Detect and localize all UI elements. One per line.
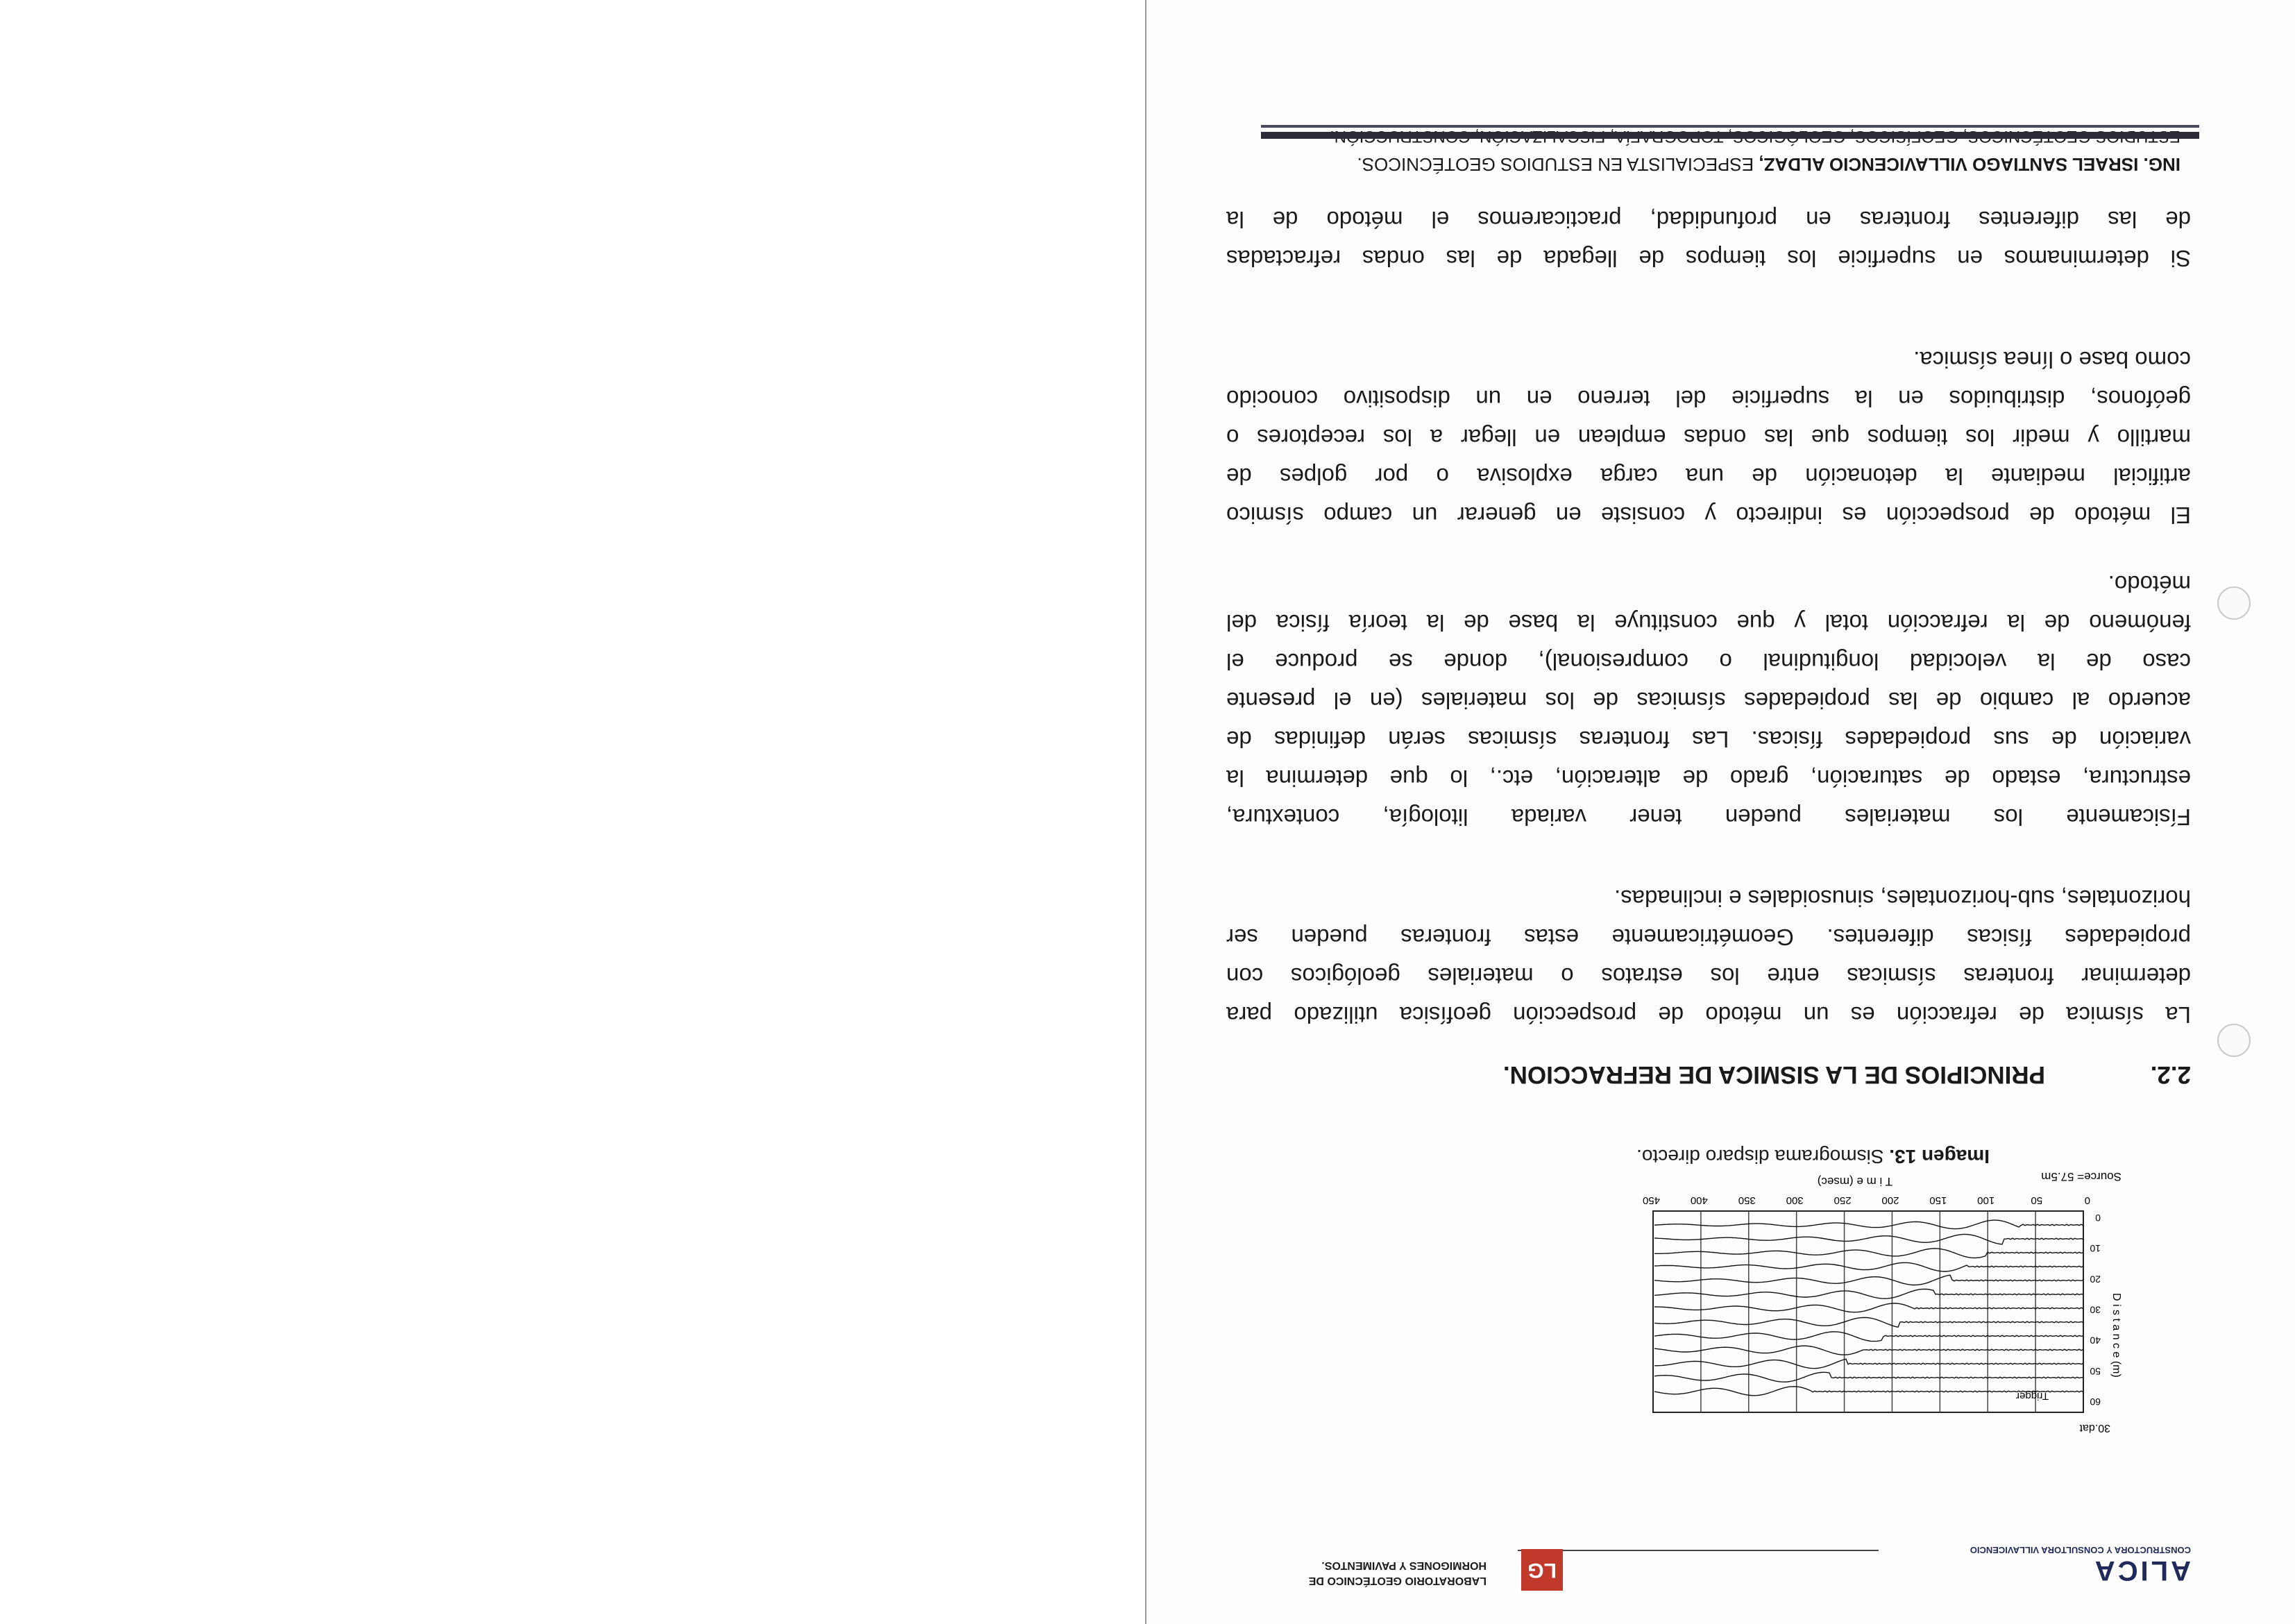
x-tick-label: 50 — [2031, 1194, 2043, 1206]
seismogram-trigger-label: Trigger — [2016, 1390, 2049, 1402]
text-line: artificial mediante la detonación de una carga explosiva o por golpes de — [1226, 464, 2191, 489]
lab-logo-line1: LABORATORIO GEOTÉCNICO DE — [1308, 1575, 1487, 1587]
text-line: geófonos, distribuidos en la superficie del terreno en un dispositivo conocido — [1226, 386, 2191, 412]
y-tick-label: 60 — [2090, 1396, 2101, 1407]
seismic-trace — [1654, 1289, 2083, 1299]
text-line: variación de sus propiedades físicas. Las fronteras sísmicas serán definidas de — [1226, 727, 2191, 752]
text-line: El método de prospección es indirecto y consiste en generar un campo sísmico — [1226, 502, 2191, 528]
text-line: método. — [2108, 571, 2191, 597]
paragraph-intro — [1226, 879, 2191, 1034]
seismogram-file-label: 30.dat — [2079, 1422, 2110, 1434]
binder-hole — [2217, 586, 2251, 620]
paragraph-refracted-arrivals — [1226, 200, 2191, 278]
section-title: PRINCIPIOS DE LA SISMICA DE REFRACCION. — [1502, 1061, 2045, 1088]
lab-logo-line2: HORMIGONES Y PAVIMENTOS. — [1321, 1559, 1487, 1571]
figure-caption — [1636, 1145, 1990, 1167]
seismic-trace — [1654, 1235, 2083, 1244]
seismogram-x-ticks — [1643, 1194, 2090, 1206]
seismogram-y-ticks — [2090, 1212, 2101, 1407]
seismogram-ylabel: D i s t a n c e (m) — [2110, 1293, 2122, 1378]
seismogram-svg — [1622, 1166, 2122, 1440]
company-logo-mark: ALICA — [2092, 1555, 2191, 1586]
company-logo-text: CONSTRUCTORA Y CONSULTORA VILLAVICENCIO — [1970, 1545, 2191, 1555]
seismic-trace — [1654, 1372, 2083, 1382]
header-author — [1223, 153, 2180, 175]
paragraph-physics — [1226, 564, 2191, 836]
seismogram-traces — [1654, 1220, 2083, 1396]
text-line: martillo y medir los tiempos que las ondas emplean en llegar a los receptores o — [1226, 425, 2191, 450]
seismic-trace — [1654, 1332, 2083, 1342]
seismogram-figure — [1622, 1166, 2122, 1440]
text-line: La sísmica de refracción es un método de prospección geofísica utilizado para — [1226, 1002, 2191, 1028]
seismogram-source-label: Source= 57.5m — [2041, 1170, 2122, 1183]
x-tick-label: 150 — [1929, 1194, 1947, 1206]
x-tick-label: 200 — [1881, 1194, 1899, 1206]
paragraph-method — [1226, 340, 2191, 534]
text-line: acuerdo al cambio de las propiedades sísmicas de los materiales (en el presente — [1226, 688, 2191, 713]
text-line: horizontales, sub-horizontales, sinusoidales e inclinadas. — [1614, 886, 2191, 911]
section-number: 2.2. — [2150, 1061, 2191, 1088]
binder-hole — [2217, 1024, 2251, 1057]
header-rule-thin — [1261, 125, 2199, 128]
x-tick-label: 0 — [2084, 1194, 2090, 1206]
header-rule — [1261, 132, 2199, 139]
footer-company-logo — [1899, 1537, 2191, 1586]
seismic-trace — [1654, 1317, 2083, 1327]
seismogram-plot-frame — [1653, 1211, 2083, 1412]
figure-caption-text: Sismograma disparo directo. — [1636, 1146, 1890, 1167]
y-tick-label: 30 — [2090, 1304, 2101, 1316]
text-line: propiedades físicas diferentes. Geométricamente estas fronteras pueden ser — [1226, 924, 2191, 950]
y-tick-label: 50 — [2090, 1365, 2101, 1377]
header-author-title: ESPECIALISTA EN ESTUDIOS GEOTÉCNICOS. — [1357, 154, 1759, 175]
y-tick-label: 0 — [2095, 1212, 2101, 1224]
text-line: Físicamente los materiales pueden tener variada litología, contextura, — [1226, 804, 2191, 830]
y-tick-label: 20 — [2090, 1274, 2101, 1285]
figure-caption-label: Imagen 13. — [1889, 1146, 1990, 1167]
text-line: como base o línea sísmica. — [1913, 347, 2191, 373]
seismic-trace — [1654, 1275, 2083, 1285]
footer-rule — [1518, 1550, 1879, 1551]
seismic-trace — [1654, 1220, 2083, 1229]
x-tick-label: 300 — [1786, 1194, 1804, 1206]
section-heading — [1503, 1060, 2191, 1088]
document-page — [1146, 0, 2295, 1624]
footer-lab-logo — [1251, 1534, 1563, 1596]
seismic-trace — [1654, 1262, 2083, 1271]
seismogram-xlabel: T i m e (msec) — [1817, 1175, 1892, 1188]
seismic-trace — [1654, 1359, 2083, 1369]
x-tick-label: 250 — [1834, 1194, 1852, 1206]
x-tick-label: 400 — [1690, 1194, 1708, 1206]
y-tick-label: 40 — [2090, 1335, 2101, 1346]
y-tick-label: 10 — [2090, 1243, 2101, 1255]
x-tick-label: 100 — [1977, 1194, 1995, 1206]
x-tick-label: 450 — [1642, 1194, 1660, 1206]
lab-logo-mark: LG — [1521, 1549, 1563, 1591]
text-line: determinar fronteras sísmicas entre los estratos o materiales geológicos con — [1226, 963, 2191, 989]
text-line: caso de la velocidad longitudinal o compresional), donde se produce el — [1226, 649, 2191, 675]
seismogram-grid — [1701, 1211, 2035, 1412]
text-line: de las diferentes fronteras en profundidad, practicaremos el método de la — [1226, 207, 2191, 232]
text-line: estructura, estado de saturación, grado de alteración, etc., lo que determina la — [1226, 766, 2191, 791]
seismic-trace — [1654, 1346, 2083, 1355]
seismic-trace — [1654, 1303, 2083, 1312]
x-tick-label: 350 — [1738, 1194, 1756, 1206]
seismic-trace — [1654, 1249, 2083, 1258]
header-author-name: ING. ISRAEL SANTIAGO VILLAVICENCIO ALDAZ, — [1759, 154, 2180, 175]
text-line: Si determinamos en superficie los tiempos de llegada de las ondas refractadas — [1226, 246, 2191, 271]
text-line: fenómeno de la refracción total y que constituye la base de la teoría física del — [1226, 610, 2191, 636]
